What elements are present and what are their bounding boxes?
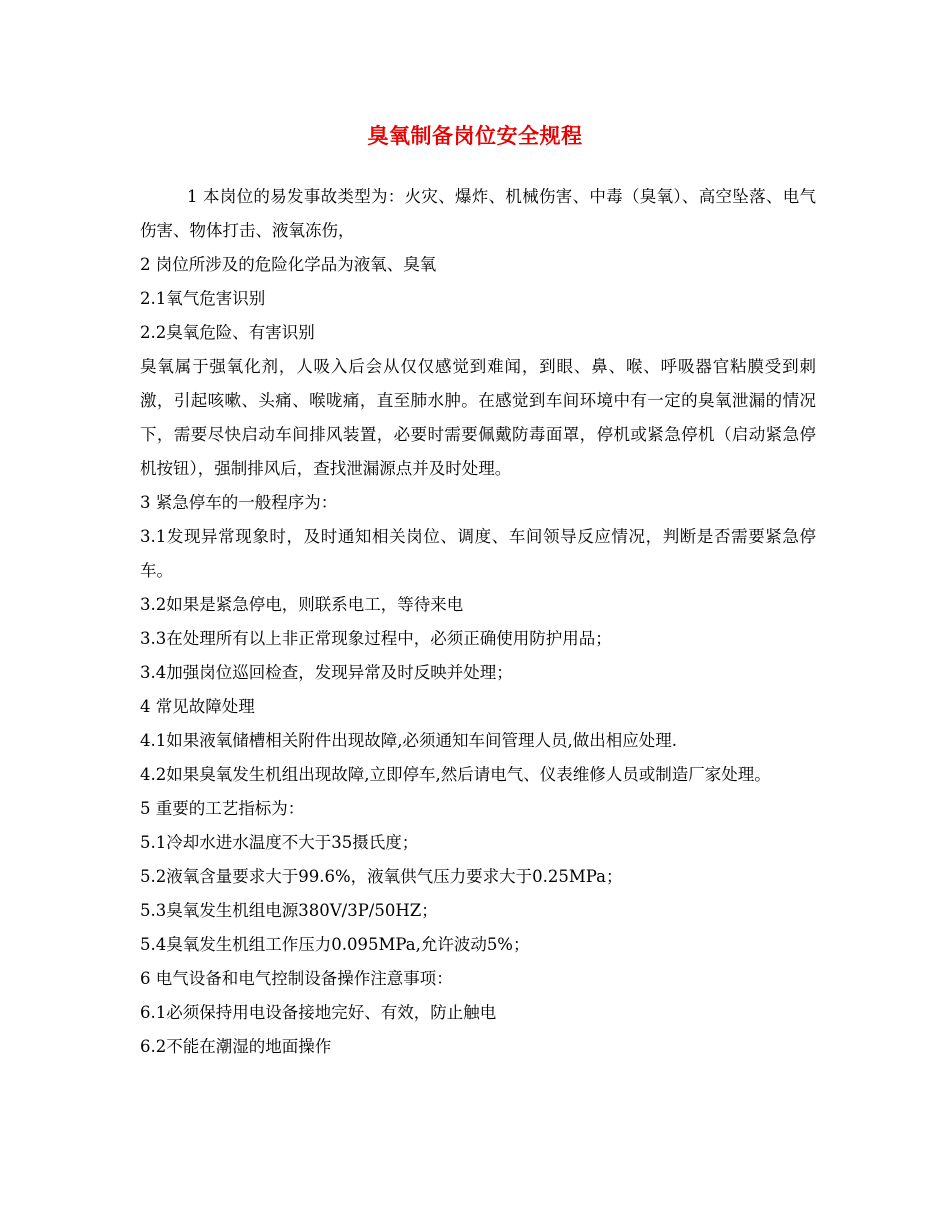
paragraph-5-1: 5.1冷却水进水温度不大于35摄氏度；: [140, 833, 419, 852]
paragraph-6-1: 6.1必须保持用电设备接地完好、有效，防止触电: [140, 1003, 497, 1022]
document-title: 臭氧制备岗位安全规程: [367, 124, 583, 148]
paragraph-ozone-description: 臭氧属于强氧化剂，人吸入后会从仅仅感觉到难闻，到眼、鼻、喉、呼吸器官粘膜受到刺激，引起咳嗽、头痛、喉咙痛，直至肺水肿。在感觉到车间环境中有一定的臭氧泄漏的情况下，需要尽快启动车间排风装置，必要时需要佩戴防毒面罩，停机或紧急停机（启动紧急停机按钮），强制排风后，查找泄漏源点并及时处理。: [140, 357, 816, 478]
paragraph-accident-types: 1 本岗位的易发事故类型为：火灾、爆炸、机械伤害、中毒（臭氧）、高空坠落、电气伤害、物体打击、液氧冻伤，: [140, 187, 816, 240]
paragraph-3-3: 3.3在处理所有以上非正常现象过程中，必须正确使用防护用品；: [140, 629, 612, 648]
paragraph-section-6: 6 电气设备和电气控制设备操作注意事项：: [140, 969, 453, 988]
paragraph-5-2: 5.2液氧含量要求大于99.6%，液氧供气压力要求大于0.25MPa；: [140, 867, 623, 886]
paragraph-section-3: 3 紧急停车的一般程序为：: [140, 493, 338, 512]
paragraph-3-2: 3.2如果是紧急停电，则联系电工，等待来电: [140, 595, 464, 614]
paragraph-section-2: 2 岗位所涉及的危险化学品为液氧、臭氧: [140, 255, 437, 274]
paragraph-section-5: 5 重要的工艺指标为：: [140, 799, 305, 818]
paragraph-section-4: 4 常见故障处理: [140, 697, 255, 716]
paragraph-3-1: 3.1发现异常现象时，及时通知相关岗位、调度、车间领导反应情况，判断是否需要紧急停车。: [140, 527, 816, 580]
paragraph-5-3: 5.3臭氧发生机组电源380V/3P/50HZ；: [140, 901, 438, 920]
paragraph-5-4: 5.4臭氧发生机组工作压力0.095MPa,允许波动5%；: [140, 935, 530, 954]
paragraph-6-2: 6.2不能在潮湿的地面操作: [140, 1037, 332, 1056]
document-body: [140, 180, 816, 1064]
paragraph-2-2: 2.2臭氧危险、有害识别: [140, 323, 315, 342]
paragraph-4-1: 4.1如果液氧储槽相关附件出现故障,必须通知车间管理人员,做出相应处理.: [140, 731, 677, 750]
paragraph-2-1: 2.1氧气危害识别: [140, 289, 266, 308]
paragraph-3-4: 3.4加强岗位巡回检查，发现异常及时反映并处理；: [140, 663, 513, 682]
paragraph-4-2: 4.2如果臭氧发生机组出现故障,立即停车,然后请电气、仪表维修人员或制造厂家处理。: [140, 765, 771, 784]
